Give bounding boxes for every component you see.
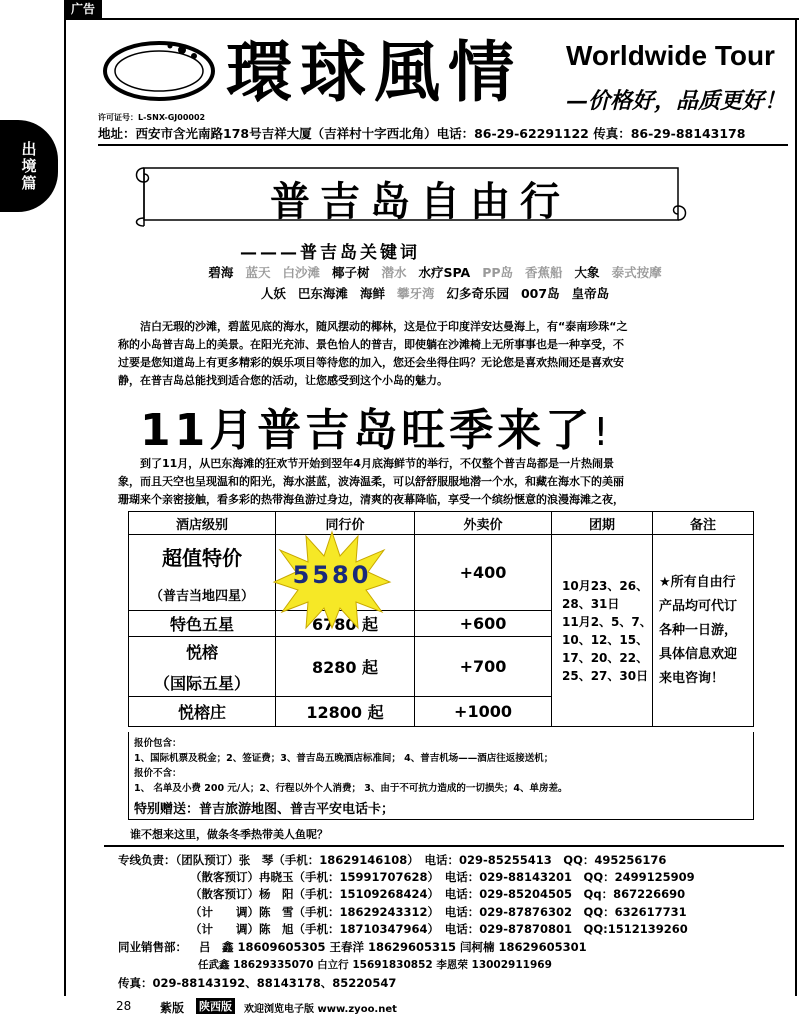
page-title: 普吉岛自由行: [270, 178, 570, 225]
keyword: 人妖: [260, 286, 286, 301]
header-dates: 团期: [552, 512, 653, 535]
excludes-text: 1、 名单及小费 200 元/人；2、行程以外个人消费； 3、由于不可抗力造成的一切损失；4、单房差。: [134, 783, 568, 794]
date-line: 11月2、5、7、: [562, 614, 652, 629]
sell-price: +600: [415, 611, 552, 637]
slogan: —价格好，品质更好！: [566, 88, 787, 114]
keyword: 007岛: [520, 286, 560, 301]
region-badge: 陕西版: [196, 998, 235, 1014]
special-price: 5580: [292, 561, 372, 589]
contact-label: 专线负责：: [118, 853, 176, 867]
keywords-title: ———普吉岛关键词: [240, 243, 420, 263]
special-sell: +400: [415, 535, 552, 611]
sell-price: +700: [415, 637, 552, 697]
header-notes: 备注: [653, 512, 754, 535]
contact-person: （散客预订）杨 阳（手机：15109268424） 电话：029-85204505 Qq：867226690: [190, 887, 686, 901]
peer-sales-row: [118, 939, 798, 955]
side-tab: 出境篇: [0, 120, 58, 212]
gift-line: 特别赠送：普吉旅游地图、普吉平安电话卡；: [134, 802, 395, 817]
keywords-row-2: [110, 284, 760, 302]
header-sell-price: 外卖价: [415, 512, 552, 535]
season-headline: [140, 394, 612, 458]
sell-price: +1000: [415, 697, 552, 727]
logo-globe-icon: [100, 36, 218, 106]
peer-price: 8280 起: [276, 637, 415, 697]
header-peer-price: 同行价: [276, 512, 415, 535]
intro-paragraph: [118, 318, 748, 390]
peer-price: 12800 起: [276, 697, 415, 727]
keyword: 椰子树: [331, 265, 370, 280]
contact-row: [118, 852, 798, 868]
contact-person: （计 调）陈 雪（手机：18629243312） 电话：029-87876302 QQ：632617731: [190, 905, 687, 919]
tier-name: 特色五星: [129, 611, 276, 637]
season-headline-text: 11月普吉岛旺季来了: [140, 405, 594, 456]
keyword: 泰式按摩: [611, 265, 662, 280]
intro-line: 洁白无瑕的沙滩，碧蓝见底的海水，随风摆动的椰林，这是位于印度洋安达曼海上，有“泰南珍珠“之: [140, 320, 628, 333]
includes-title: 报价包含：: [134, 738, 182, 749]
notes-cell: [653, 535, 754, 727]
season-line: 到了11月，从巴东海滩的狂欢节开始到翌年4月底海鲜节的举行，不仅整个普吉岛都是一片热闹景: [140, 457, 614, 470]
keyword: 水疗SPA: [418, 265, 471, 280]
contact-person: （团队预订）张 琴（手机：18629146108） 电话：029-85255413 QQ：495256176: [175, 853, 667, 867]
price-table: [128, 511, 754, 727]
tier-special-label: 超值特价: [162, 545, 242, 570]
footer-url: 欢迎浏览电子版 www.zyoo.net: [244, 1004, 397, 1015]
note-line: 产品均可代订: [659, 598, 738, 614]
keyword: 巴东海滩: [297, 286, 348, 301]
note-line: 来电咨询！: [659, 670, 725, 686]
keyword: 海鲜: [359, 286, 385, 301]
tier-name-sub: （国际五星）: [153, 673, 250, 693]
table-header-row: [129, 512, 754, 535]
tier-special-sub: （普吉当地四星）: [149, 588, 254, 604]
section-name: 紫版: [160, 1001, 185, 1015]
date-line: 10月23、26、: [562, 578, 649, 593]
date-line: 17、20、22、: [562, 650, 649, 665]
excludes-title: 报价不含：: [134, 768, 182, 779]
note-line: ★所有自由行: [659, 574, 736, 590]
date-line: 10、12、15、: [562, 632, 649, 647]
season-line: 珊瑚来个亲密接触，看多彩的热带海鱼游过身边，清爽的夜幕降临，享受一个缤纷惬意的浪漫海滩之夜，: [118, 493, 624, 506]
keyword: PP岛: [482, 265, 514, 280]
keyword: 白沙滩: [282, 265, 320, 280]
tier-name: 悦榕庄: [129, 697, 276, 727]
intro-line: 称的小岛普吉岛上的美景。在阳光充沛、景色怡人的普吉，即使躺在沙滩椅上无所事事也是一种享受，不: [118, 338, 624, 351]
header-hotel: 酒店级别: [129, 512, 276, 535]
peer-contacts: 任武鑫 18629335070 白立行 15691830852 李恩荣 13002911969: [198, 959, 552, 971]
season-paragraph: [118, 455, 748, 509]
tier-name-label: 悦榕: [185, 642, 218, 662]
keywords-row-1: [110, 263, 760, 281]
note-line: 各种一日游，: [659, 622, 738, 638]
keyword: 香蕉船: [525, 265, 563, 280]
season-exclaim: !: [593, 410, 613, 454]
page-footer: [0, 996, 799, 1017]
tier-special: [129, 535, 276, 611]
keyword: 碧海: [208, 265, 234, 280]
brand-english: Worldwide Tour: [566, 40, 775, 71]
includes-text: 1、国际机票及税金；2、签证费；3、普吉岛五晚酒店标准间； 4、普吉机场——酒店往返接送机；: [134, 753, 554, 764]
top-bar: [64, 0, 799, 20]
peer-contacts: 吕 鑫 18609605305 王春洋 18629605315 闫柯楠 18629605301: [199, 940, 587, 954]
intro-line: 静，在普吉岛总能找到适合您的活动，让您感受到这个小岛的魅力。: [118, 374, 448, 387]
keyword: 蓝天: [245, 265, 271, 280]
tour-dates: [552, 535, 653, 727]
keyword: 潜水: [381, 265, 407, 280]
keyword: 攀牙湾: [396, 286, 435, 301]
peer-price: 6780 起: [276, 611, 415, 637]
intro-line: 过要是您知道岛上有更多精彩的娱乐项目等待您的加入，您还会坐得住吗？无论您是喜欢热闹还是喜欢安: [118, 356, 624, 369]
date-line: 28、31日: [562, 596, 620, 611]
keyword: 幻多奇乐园: [446, 286, 509, 301]
fax-line: 传真：029-88143192、88143178、85220547: [118, 976, 397, 990]
keyword: 皇帝岛: [571, 286, 610, 301]
ad-tag: 广告: [64, 0, 102, 18]
page-number: 28: [116, 999, 132, 1013]
license-number: 许可证号：L-SNX-GJ00002: [98, 113, 206, 122]
divider: [104, 845, 784, 847]
peer-label: 同业销售部：: [118, 940, 187, 954]
table-row: [129, 535, 754, 611]
keyword: 大象: [574, 265, 600, 280]
tier-name: [129, 637, 276, 697]
address-line: 地址：西安市含光南路178号吉祥大厦（吉祥村十字西北角）电话：86-29-62291122 传真：86-29-88143178: [98, 124, 788, 146]
note-line: 具体信息欢迎: [659, 646, 738, 662]
brand-name: 環球風情: [226, 33, 522, 111]
tagline: 谁不想来这里，做条冬季热带美人鱼呢？: [130, 828, 328, 841]
contact-person: （计 调）陈 旭（手机：18710347964） 电话：029-87870801 QQ:1512139260: [190, 922, 688, 936]
date-line: 25、27、30日: [562, 668, 649, 683]
contact-person: （散客预订）冉晓玉（手机：15991707628） 电话：029-88143201 QQ：2499125909: [190, 870, 695, 884]
season-line: 象，而且天空也呈现温和的阳光，海水湛蓝，波涛温柔，可以舒舒服服地潜一个水，和藏在海水下的美丽: [118, 475, 624, 488]
